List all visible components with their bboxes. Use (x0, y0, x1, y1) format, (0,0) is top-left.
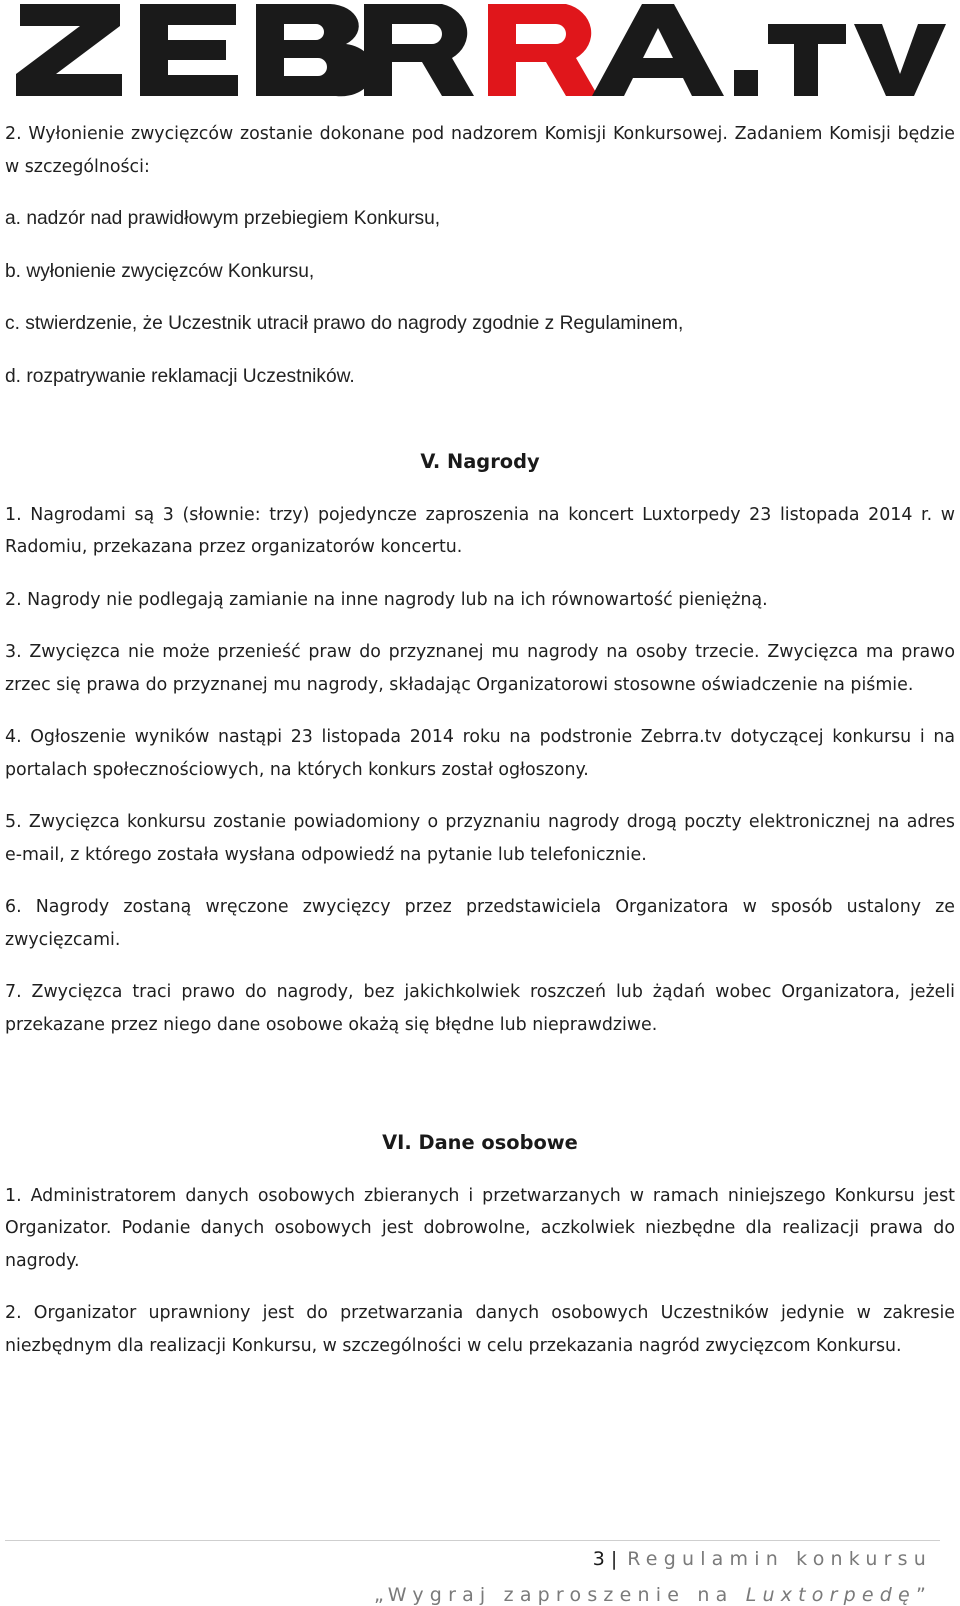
footer-separator: | (610, 1548, 618, 1570)
list-item-a: a. nadzór nad prawidłowym przebiegiem Konkursu, (5, 208, 441, 229)
page-number: 3 (592, 1548, 605, 1570)
document-body (5, 118, 955, 1362)
paragraph-prizes-1: 1. Nagrodami są 3 (słownie: trzy) pojedyncze zaproszenia na koncert Luxtorpedy 23 listopada 2014 r. w Radomiu, przekazana przez organizatorów koncertu. (5, 504, 955, 557)
page-footer (0, 1540, 960, 1606)
section-heading-prizes: V. Nagrody (420, 450, 540, 473)
footer-doc-title: Regulamin konkursu (627, 1548, 932, 1570)
paragraph-prizes-7: 7. Zwycięzca traci prawo do nagrody, bez jakichkolwiek roszczeń lub żądań wobec Organizatora, jeżeli przekazane przez niego dane osobowe okażą się błędne lub nieprawdziwe. (5, 982, 955, 1035)
footer-subtitle-line (374, 1584, 932, 1606)
paragraph-data-2: 2. Organizator uprawniony jest do przetwarzania danych osobowych Uczestników jedynie w zakresie niezbędnym dla realizacji Konkursu, w szczególności w celu przekazania nagród zwycięzcom Konkursu. (5, 1303, 955, 1356)
paragraph-data-1: 1. Administratorem danych osobowych zbieranych i przetwarzanych w ramach niniejszego Konkursu jest Organizator. Podanie danych osobowych jest dobrowolne, aczkolwiek niezbędne dla realizacji prawa do nagrody. (5, 1185, 955, 1271)
footer-subtitle-suffix: ” (915, 1584, 932, 1606)
paragraph-prizes-5: 5. Zwycięzca konkursu zostanie powiadomiony o przyznaniu nagrody drogą poczty elektronicznej na adres e-mail, z którego została wysłana odpowiedź na pytanie lub telefonicznie. (5, 812, 955, 865)
paragraph-commission: 2. Wyłonienie zwycięzców zostanie dokonane pod nadzorem Komisji Konkursowej. Zadaniem Komisji będzie w szczególności: (5, 124, 955, 177)
footer-divider (5, 1540, 940, 1541)
list-item-b: b. wyłonienie zwycięzców Konkursu, (5, 260, 315, 282)
list-item-c: c. stwierdzenie, że Uczestnik utracił prawo do nagrody zgodnie z Regulaminem, (5, 313, 684, 334)
footer-title-line (593, 1548, 932, 1570)
list-item-d: d. rozpatrywanie reklamacji Uczestników. (5, 365, 355, 387)
zebrra-logo-graphic (12, 0, 952, 105)
paragraph-prizes-4: 4. Ogłoszenie wyników nastąpi 23 listopada 2014 roku na podstronie Zebrra.tv dotyczącej konkursu i na portalach społecznościowych, na których konkurs został ogłoszony. (5, 727, 955, 780)
paragraph-prizes-2: 2. Nagrody nie podlegają zamianie na inne nagrody lub na ich równowartość pieniężną. (5, 589, 768, 610)
zebrra-logo[interactable] (12, 0, 952, 105)
footer-subtitle-italic: Luxtorpedę (745, 1584, 916, 1606)
paragraph-prizes-3: 3. Zwycięzca nie może przenieść praw do przyznanej mu nagrody na osoby trzecie. Zwycięzca ma prawo zrzec się prawa do przyznanej mu nagrody, składając Organizatorowi stosowne oświadczenie na piśmie. (5, 642, 955, 695)
section-heading-personal-data: VI. Dane osobowe (382, 1131, 578, 1154)
footer-subtitle-prefix: „Wygraj zaproszenie na (374, 1584, 746, 1606)
paragraph-prizes-6: 6. Nagrody zostaną wręczone zwycięzcy przez przedstawiciela Organizatora w sposób ustalony ze zwycięzcami. (5, 897, 955, 950)
